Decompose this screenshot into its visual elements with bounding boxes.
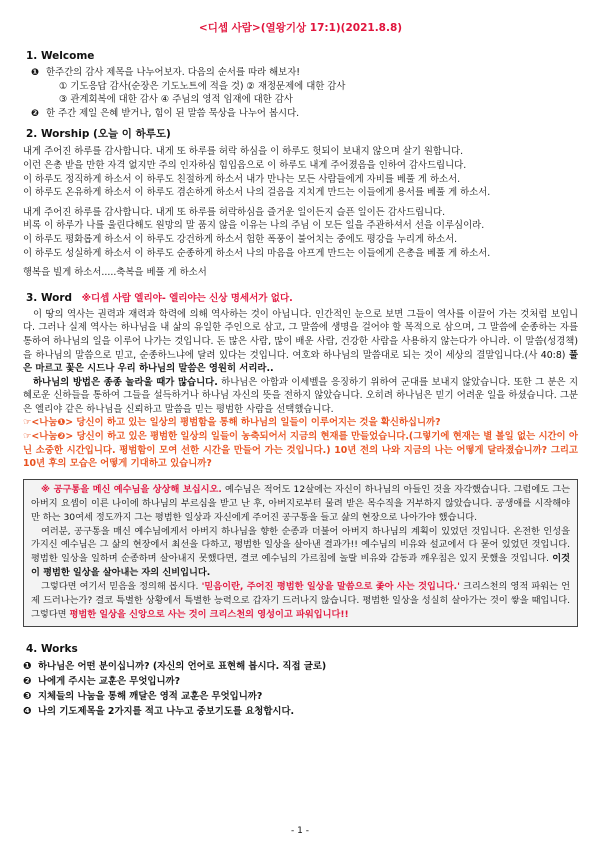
works-item-1 (23, 659, 578, 674)
welcome-item-text: 한 주간 제일 은혜 받거나, 힘이 된 말씀 묵상을 나누어 봅시다. (46, 107, 300, 119)
welcome-item-1 (31, 66, 578, 80)
lyric-line: 이런 은총 받을 만한 자격 없지만 주의 인자하심 힘입음으로 이 하루도 내게 주어졌음을 인하여 감사드립니다. (23, 159, 467, 171)
works-item-3 (23, 689, 578, 704)
page-number: - 1 - (291, 826, 309, 836)
worship-lyrics (23, 145, 578, 279)
number-icon: ❶ (31, 67, 39, 78)
lyric-line: 이 하루도 평화롭게 하소서 이 하루도 강건하게 하소서 험한 폭풍이 불어치는 중에도 평강을 누리게 하소서. (23, 233, 458, 245)
word-paragraph-1 (23, 308, 578, 376)
sharing-question-1: ☞<나눔❶> 당신이 하고 있는 일상의 평범함을 통해 하나님의 일들이 이루어지는 것을 확신하십니까? (23, 417, 441, 429)
word-heading-sub: ※디셉 사람 엘리야- 엘리야는 신상 명세서가 없다. (81, 292, 293, 304)
word-p1-text: 이 땅의 역사는 권력과 재력과 학력에 의해 역사하는 것이 아닙니다. 인간적인 눈으로 보면 그들이 역사를 이끌어 가는 것처럼 보입니다. 그러나 실제 역사는 하나님을 내 삶의 유일한 주인으로 삼고, 그 말씀에 생명을 걸어야 할 목적으로 삼으며, 그 말씀에 순종하는 자를 통하여 하나님의 일을 이루어 나가는 것입니다. 돈 많은 사람, 많이 배운 사람, 건강한 사람을 사용하지 않는다가 아니라. 이 말씀(성경책)을 하나님의 말씀으로 믿고, 순종하느냐에 달려 있다는 것입니다. 여호와 하나님의 말씀대로 되는 것이 세상의 결말입니다.(사 40:8) (23, 308, 578, 361)
works-item-text: 나에게 주시는 교훈은 무엇입니까? (38, 675, 181, 687)
works-item-4 (23, 704, 578, 719)
sharing-question-2: ☞<나눔❷> 당신이 하고 있은 평범한 일상의 일들이 농축되어서 지금의 현재를 만들었습니다.(그렇기에 현재는 별 볼일 없는 시간이 아닌 소중한 시간입니다. 평범함이 모여 선한 시간을 만들어 가는 것입니다.) 10년 전의 나와 지금의 나는 어떻게 달라졌습니까? 그리고 10년 후의 모습은 어떻게 기대하고 있습니까? (23, 431, 578, 470)
lyric-line: 비록 이 하루가 나를 울린다해도 원망의 말 품지 않을 이유는 나의 주님 이 모든 일을 주관하셔서 선을 이루심이라. (23, 220, 485, 232)
box-p3b-text: 크리스천의 영적 파워는 언제 드러나는가? 결코 특별한 상황에서 특별한 능력으로 갑자기 드러나지 않습니다. 평범한 일상을 성실히 살아가는 것이 쌓을 때입니다. 그렇다면 (31, 581, 571, 620)
box-p1-text: 예수님은 적어도 12살에는 자신이 하나님의 아들인 것을 자각했습니다. 그럼에도 그는 아버지 요셉이 이른 나이에 하나님의 부르심을 받고 난 후, 아버지로부터 물려 받은 목수직을 거부하지 않았습니다. 공생애를 시작해야만 하는 30여세 정도까지 그는 평범한 일상과 자신에게 주어진 공구통을 들고 삶의 현장으로 나아가야 했습니다. (31, 483, 570, 523)
works-item-2 (23, 674, 578, 689)
lyric-line: 내게 주어진 하루를 감사합니다. 내게 또 하루를 허락 하심을 이 하루도 헛되이 보내지 않으며 살기 원합니다. (23, 146, 464, 158)
lyric-line: 이 하루도 정직하게 하소서 이 하루도 친절하게 하소서 내가 만나는 모든 사람들에게 자비를 베풀 게 하소서. (23, 173, 461, 185)
number-icon: ❸ (23, 690, 32, 702)
welcome-subitem-1: ① 기도응답 감사(순장은 기도노트에 적을 것) ② 재정문제에 대한 감사 (59, 80, 346, 92)
works-section (23, 643, 578, 719)
box-paragraph-1 (31, 483, 570, 525)
box-lead: ※ 공구통을 메신 예수님을 상상해 보십시오. (41, 483, 222, 495)
word-p2-bold: 하나님의 방법은 종종 놀라울 때가 많습니다. (33, 376, 218, 388)
number-icon: ❷ (31, 107, 39, 119)
welcome-list (23, 66, 578, 120)
document-page (23, 20, 578, 719)
word-paragraph-2 (23, 376, 578, 417)
number-icon: ❶ (23, 660, 32, 672)
title-main: <디셉 사람> (198, 22, 261, 34)
works-item-text: 나의 기도제목을 2가지를 적고 나누고 중보기도를 요청합시다. (38, 705, 295, 717)
works-item-text: 지체들의 나눔을 통해 깨달은 영적 교훈은 무엇입니까? (38, 690, 263, 702)
word-p2-text: 하나님은 아합과 이세벨을 응징하기 위하여 군대를 보내지 않았습니다. 또한 그 분은 지혜로운 신하들을 통하여 그들을 설득하거나 하나님 자신의 뜻을 전하지 않았습니다. 오히려 하나님은 믿기 어려운 일을 하셨습니다. 그분은 엘리야 같은 하나님을 신뢰하고 말씀을 믿는 평범한 사람을 선택했습니다. (23, 376, 578, 415)
lyric-line: 행복을 빌게 하소서.....축복을 베풀 게 하소서 (23, 267, 207, 279)
worship-heading-label: 2. Worship (26, 128, 90, 141)
welcome-item-2 (31, 107, 578, 121)
welcome-item-text: 한주간의 감사 제목을 나누어보자. 다음의 순서를 따라 해보자! (46, 67, 301, 78)
lyric-line: 이 하루도 성실하게 하소서 이 하루도 순종하게 하소서 나의 마음을 아프게 만드는 이들에게 은총을 베풀 게 하소서. (23, 247, 491, 259)
box-p2-bold: 이것이 평범한 일상을 살아내는 자의 신비입니다. (31, 553, 571, 579)
word-p1-bold: 풀은 마르고 꽃은 시드나 우리 하나님의 말씀은 영원히 서리라.. (23, 349, 579, 375)
box-paragraph-2 (31, 525, 570, 581)
word-heading-label: 3. Word (26, 291, 73, 304)
box-p3-red2: 평범한 일상을 신앙으로 사는 것이 크리스천의 영성이고 파워입니다!! (69, 609, 349, 620)
word-heading (26, 290, 578, 304)
document-title (23, 20, 578, 35)
box-p3-text: 그렇다면 여기서 믿음을 정의해 봅시다. (41, 581, 199, 593)
works-heading: 4. Works (26, 642, 78, 655)
welcome-subitem-2: ③ 관계회복에 대한 감사 ④ 주님의 영적 임재에 대한 감사 (59, 94, 293, 106)
lyric-line: 내게 주어진 하루를 감사합니다. 내게 또 하루를 허락하심을 즐거운 일이든지 슬픈 일이든 감사드립니다. (23, 206, 446, 218)
lyric-line: 이 하루도 온유하게 하소서 이 하루도 겸손하게 하소서 나의 걸음을 지치게 만드는 이들에게 용서를 베풀 게 하소서. (23, 187, 491, 199)
works-item-text: 하나님은 어떤 분이십니까? (자신의 언어로 표현해 봅시다. 직접 글로) (38, 660, 327, 672)
worship-heading-sub: (오늘 이 하루도) (93, 128, 171, 141)
number-icon: ❹ (23, 705, 32, 717)
number-icon: ❷ (23, 675, 32, 687)
box-p2-text: 여러분, 공구통을 매신 예수님에게서 아버지 하나님을 향한 순종과 더불어 아버지 하나님의 계획이 있었던 것입니다. 온전한 인성을 가지신 예수님은 그 삶의 현장에서 최선을 다하고, 평범한 일상을 살아낸 결과가!! 예수님의 비유와 설교에서 다 묻어 있었던 것입니다. 평범한 일상을 일하며 순종하며 살아내지 못했다면, 결코 예수님의 가르침에 놀랄 비유와 감동과 깨우침은 있지 못했을 것입니다. (31, 525, 570, 565)
box-paragraph-3 (31, 580, 570, 622)
highlight-box (23, 479, 578, 627)
box-p3-red: '믿음이란, 주어진 평범한 일상을 말씀으로 좇아 사는 것입니다.' (201, 581, 460, 593)
welcome-heading: 1. Welcome (26, 50, 95, 62)
worship-heading (26, 126, 578, 141)
title-sub: (열왕기상 17:1)(2021.8.8) (260, 22, 403, 34)
